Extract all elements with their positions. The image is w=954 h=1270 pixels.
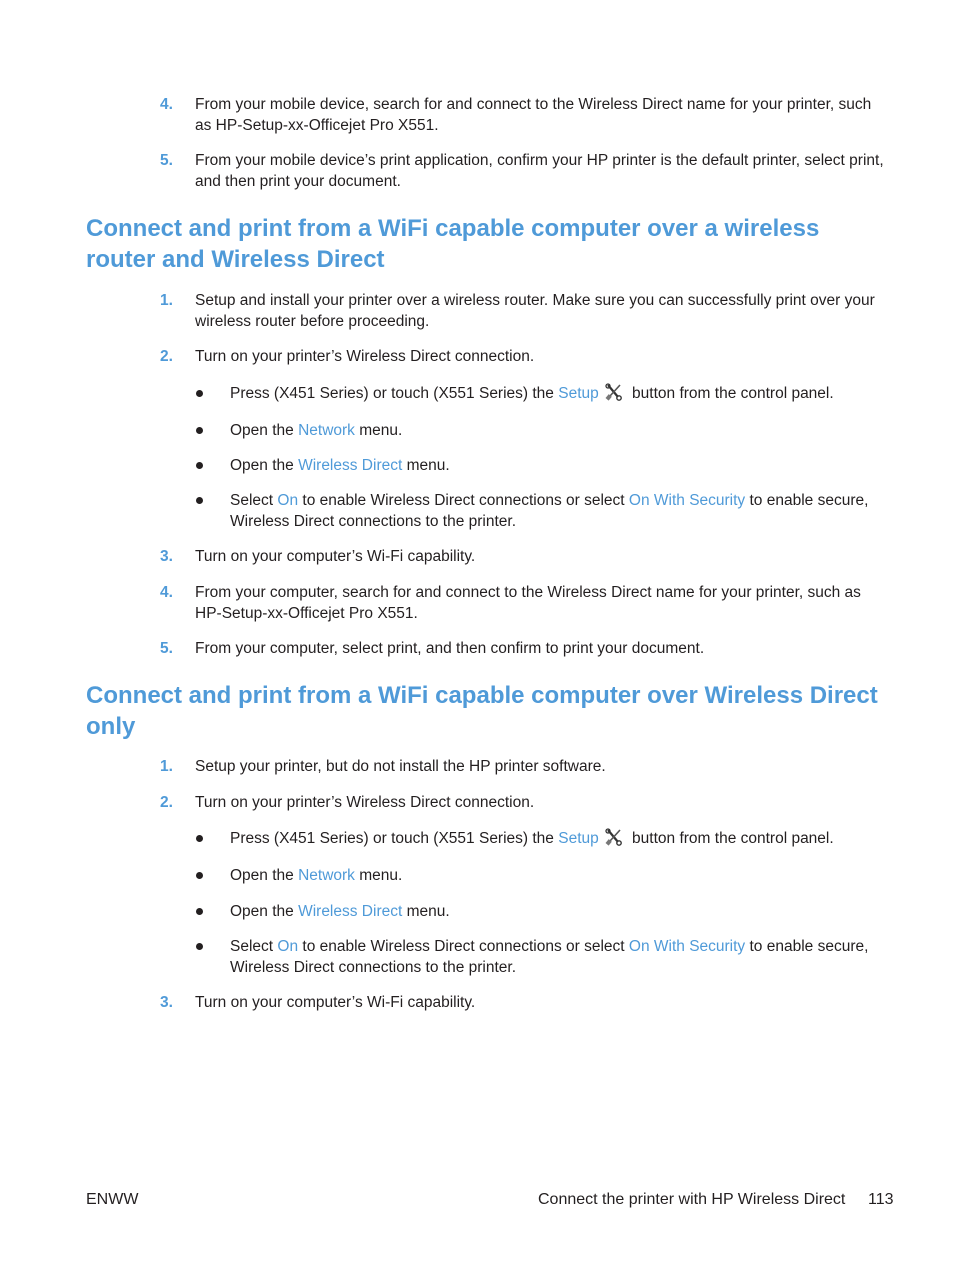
wrench-screwdriver-icon	[603, 828, 625, 846]
network-menu-link: Network	[298, 422, 355, 439]
bullet-text: Open the Network menu.	[230, 867, 403, 884]
on-option-link: On	[277, 938, 299, 955]
step-text: From your computer, select print, and then confirm to print your document.	[195, 640, 705, 657]
step-text: Turn on your computer’s Wi-Fi capability.	[195, 548, 476, 565]
step-text: Setup and install your printer over a wireless router. Make sure you can successfully print over your wireless router before proceeding.	[195, 292, 875, 330]
setup-menu-link: Setup	[558, 830, 599, 847]
on-option-link: On	[277, 492, 299, 509]
step-number: 1.	[160, 758, 173, 775]
step-text: Turn on your computer’s Wi-Fi capability.	[195, 994, 476, 1011]
step-number: 5.	[160, 640, 173, 657]
network-menu-link: Network	[298, 867, 355, 884]
step-number: 3.	[160, 548, 173, 565]
bullet-dot	[196, 943, 203, 950]
step-text: Turn on your printer’s Wireless Direct connection.	[195, 348, 535, 365]
step-number: 5.	[160, 152, 173, 169]
bullet-text: Press (X451 Series) or touch (X551 Series) the Setup button from the control panel.	[230, 830, 834, 847]
section-heading-router: Connect and print from a WiFi capable computer over a wireless router and Wireless Direct	[86, 215, 820, 273]
bullet-text: Open the Network menu.	[230, 422, 403, 439]
step-number: 1.	[160, 292, 173, 309]
step-text: From your mobile device’s print application, confirm your HP printer is the default printer, select print, and then print your document.	[195, 152, 884, 190]
step-number: 2.	[160, 348, 173, 365]
wireless-direct-menu-link: Wireless Direct	[298, 903, 403, 920]
footer-chapter-title: Connect the printer with HP Wireless Direct	[538, 1191, 846, 1208]
step-number: 2.	[160, 794, 173, 811]
step-text: From your computer, search for and connect to the Wireless Direct name for your printer, such as HP-Setup-xx-Officejet Pro X551.	[195, 584, 861, 622]
on-with-security-option-link: On With Security	[628, 492, 746, 509]
wireless-direct-menu-link: Wireless Direct	[298, 457, 403, 474]
bullet-dot	[196, 872, 203, 879]
on-with-security-option-link: On With Security	[628, 938, 746, 955]
step-number: 4.	[160, 96, 173, 113]
step-text: From your mobile device, search for and connect to the Wireless Direct name for your printer, such as HP-Setup-xx-Officejet Pro X551.	[195, 96, 872, 134]
bullet-dot	[196, 427, 203, 434]
bullet-text: Open the Wireless Direct menu.	[230, 457, 450, 474]
step-text: Turn on your printer’s Wireless Direct connection.	[195, 794, 535, 811]
bullet-text: Press (X451 Series) or touch (X551 Series) the Setup button from the control panel.	[230, 385, 834, 402]
wrench-screwdriver-icon	[603, 383, 625, 401]
bullet-dot	[196, 462, 203, 469]
bullet-text: Select On to enable Wireless Direct connections or select On With Security to enable secure, Wireless Direct connections to the printer.	[230, 492, 869, 530]
bullet-dot	[196, 497, 203, 504]
bullet-text: Select On to enable Wireless Direct connections or select On With Security to enable secure, Wireless Direct connections to the printer.	[230, 938, 869, 976]
setup-menu-link: Setup	[558, 385, 599, 402]
section-heading-direct-only: Connect and print from a WiFi capable computer over Wireless Direct only	[86, 682, 878, 740]
step-text: Setup your printer, but do not install the HP printer software.	[195, 758, 606, 775]
step-number: 3.	[160, 994, 173, 1011]
step-number: 4.	[160, 584, 173, 601]
footer-label: ENWW	[86, 1191, 139, 1208]
bullet-dot	[196, 390, 203, 397]
bullet-dot	[196, 908, 203, 915]
bullet-text: Open the Wireless Direct menu.	[230, 903, 450, 920]
page-number: 113	[868, 1191, 894, 1208]
bullet-dot	[196, 835, 203, 842]
